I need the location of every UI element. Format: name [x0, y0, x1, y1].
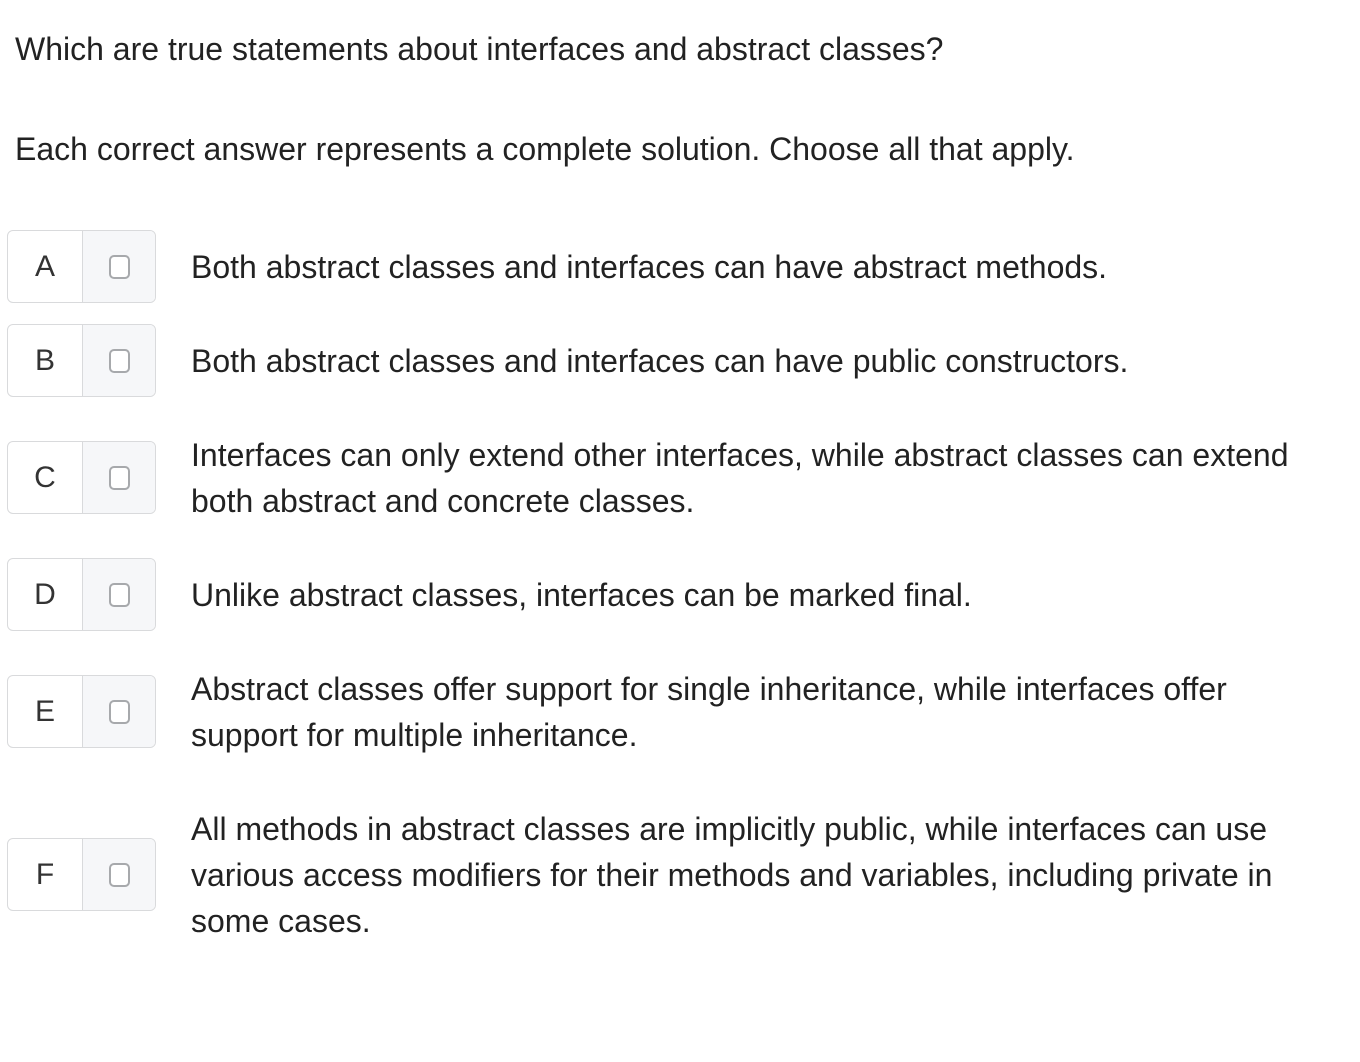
option-text: Both abstract classes and interfaces can have public constructors.	[191, 343, 1129, 379]
option-letter: A	[8, 231, 83, 302]
option-checkbox-cell[interactable]	[83, 559, 155, 630]
option-e-selector[interactable]	[7, 675, 156, 748]
question-instruction: Each correct answer represents a complete solution. Choose all that apply.	[15, 131, 1075, 167]
option-text: Both abstract classes and interfaces can have abstract methods.	[191, 249, 1108, 285]
option-letter: B	[8, 325, 83, 396]
option-letter: C	[8, 442, 83, 513]
checkbox-icon[interactable]	[109, 349, 130, 373]
option-text: Abstract classes offer support for single inheritance, while interfaces offer support for multiple inheritance.	[191, 671, 1227, 753]
option-a-selector[interactable]	[7, 230, 156, 303]
question-prompt: Which are true statements about interfaces and abstract classes?	[15, 31, 944, 67]
checkbox-icon[interactable]	[109, 255, 130, 279]
option-c-selector[interactable]	[7, 441, 156, 514]
option-letter: E	[8, 676, 83, 747]
option-text: All methods in abstract classes are implicitly public, while interfaces can use various access modifiers for their methods and variables, including private in some cases.	[191, 811, 1273, 939]
option-f-selector[interactable]	[7, 838, 156, 911]
option-letter: F	[8, 839, 83, 910]
option-checkbox-cell[interactable]	[83, 839, 155, 910]
option-checkbox-cell[interactable]	[83, 231, 155, 302]
option-text: Interfaces can only extend other interfaces, while abstract classes can extend both abstract and concrete classes.	[191, 437, 1289, 519]
option-checkbox-cell[interactable]	[83, 325, 155, 396]
option-b-selector[interactable]	[7, 324, 156, 397]
checkbox-icon[interactable]	[109, 466, 130, 490]
checkbox-icon[interactable]	[109, 583, 130, 607]
option-checkbox-cell[interactable]	[83, 442, 155, 513]
option-text: Unlike abstract classes, interfaces can be marked final.	[191, 577, 972, 613]
checkbox-icon[interactable]	[109, 700, 130, 724]
option-checkbox-cell[interactable]	[83, 676, 155, 747]
option-letter: D	[8, 559, 83, 630]
checkbox-icon[interactable]	[109, 863, 130, 887]
option-d-selector[interactable]	[7, 558, 156, 631]
